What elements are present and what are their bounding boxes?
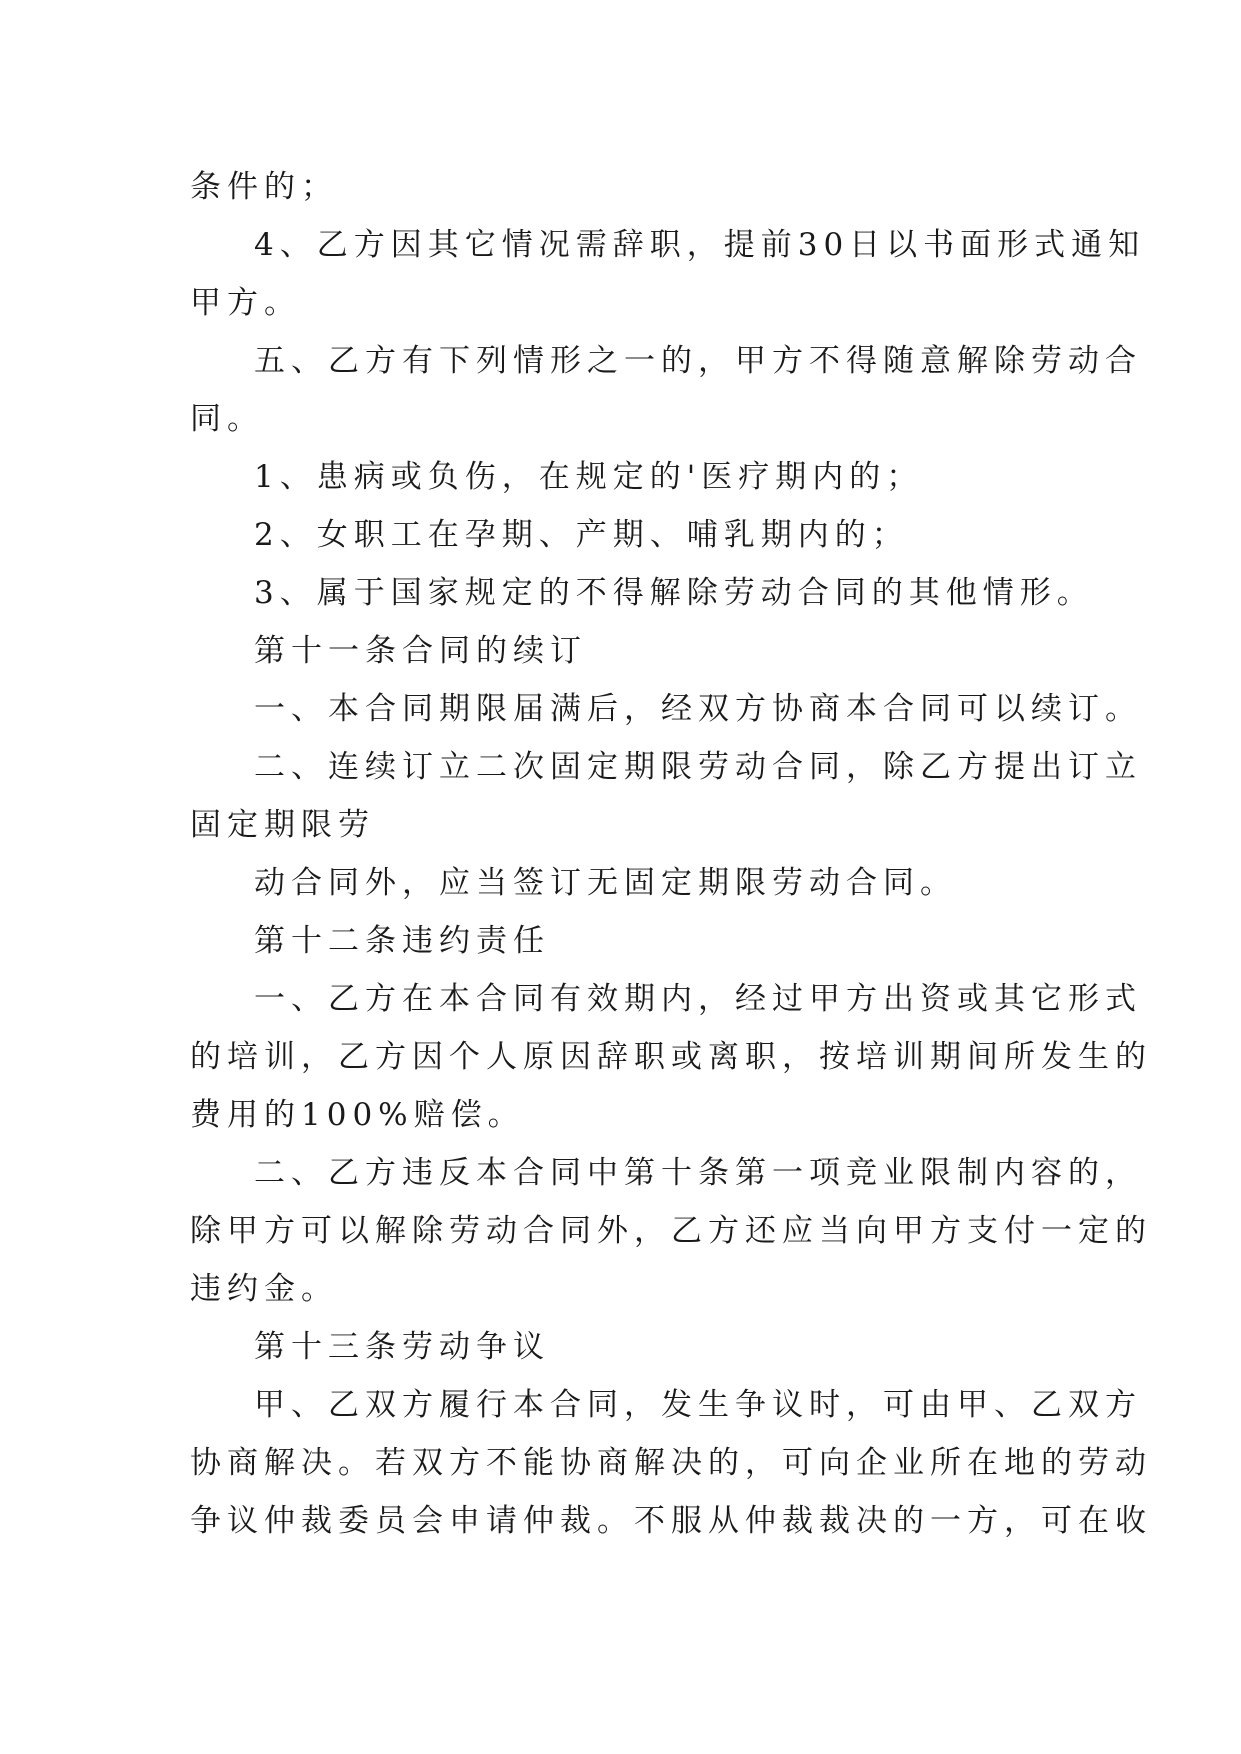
paragraph: 动合同外，应当签订无固定期限劳动合同。 [254, 865, 957, 901]
paragraph: 除甲方可以解除劳动合同外，乙方还应当向甲方支付一定的 [190, 1213, 1152, 1249]
paragraph: 4、乙方因其它情况需辞职，提前30日以书面形式通知 [254, 227, 1146, 263]
paragraph: 固定期限劳 [190, 807, 375, 843]
paragraph: 条件的； [190, 169, 338, 205]
paragraph: 甲、乙双方履行本合同，发生争议时，可由甲、乙双方 [254, 1387, 1142, 1423]
paragraph: 二、连续订立二次固定期限劳动合同，除乙方提出订立 [254, 749, 1142, 785]
paragraph: 的培训，乙方因个人原因辞职或离职，按培训期间所发生的 [190, 1039, 1152, 1075]
paragraph: 五、乙方有下列情形之一的，甲方不得随意解除劳动合 [254, 343, 1142, 379]
paragraph: 2、女职工在孕期、产期、哺乳期内的； [254, 517, 909, 553]
section-heading: 第十三条劳动争议 [254, 1329, 550, 1365]
paragraph: 3、属于国家规定的不得解除劳动合同的其他情形。 [254, 575, 1094, 611]
paragraph: 一、乙方在本合同有效期内，经过甲方出资或其它形式 [254, 981, 1142, 1017]
section-heading: 第十一条合同的续订 [254, 633, 587, 669]
paragraph: 协商解决。若双方不能协商解决的，可向企业所在地的劳动 [190, 1445, 1152, 1481]
paragraph: 违约金。 [190, 1271, 338, 1307]
paragraph: 二、乙方违反本合同中第十条第一项竞业限制内容的， [254, 1155, 1142, 1191]
paragraph: 一、本合同期限届满后，经双方协商本合同可以续订。 [254, 691, 1142, 727]
paragraph: 费用的100%赔偿。 [190, 1097, 525, 1133]
paragraph: 争议仲裁委员会申请仲裁。不服从仲裁裁决的一方，可在收 [190, 1503, 1152, 1539]
document-body [190, 158, 1152, 1550]
section-heading: 第十二条违约责任 [254, 923, 550, 959]
paragraph: 甲方。 [190, 285, 301, 321]
paragraph: 1、患病或负伤，在规定的'医疗期内的； [254, 459, 924, 495]
paragraph: 同。 [190, 401, 264, 437]
